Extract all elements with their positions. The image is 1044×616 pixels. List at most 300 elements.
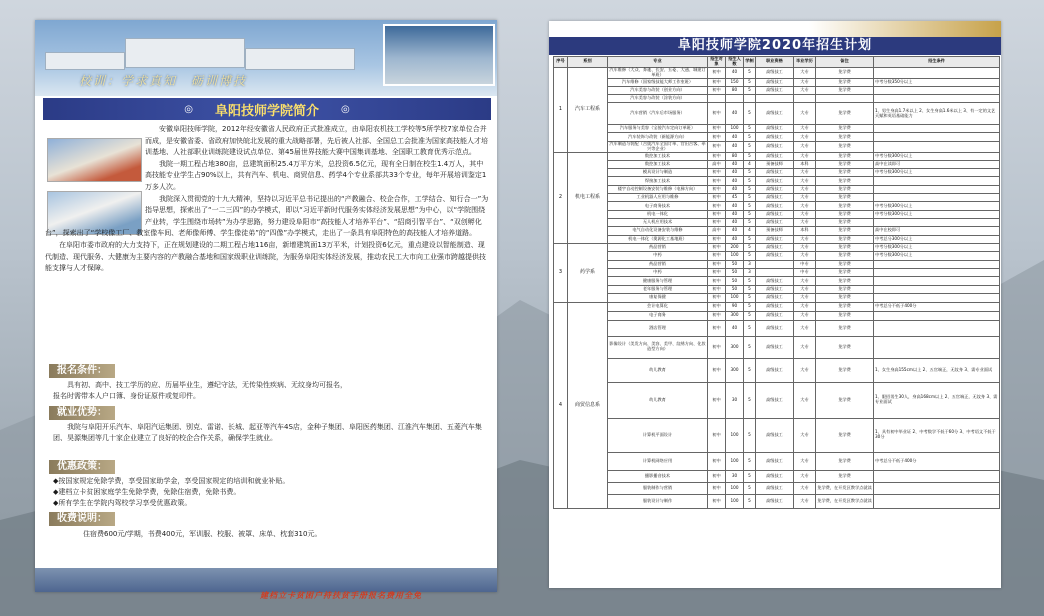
- table-cell: 高级技工: [756, 320, 794, 336]
- table-cell: 高级技工: [756, 494, 794, 508]
- table-cell: 免学费: [816, 177, 874, 185]
- table-cell: 大专: [794, 67, 816, 78]
- table-cell: 模具设计与制造: [608, 169, 708, 177]
- table-cell: [874, 194, 1000, 202]
- table-cell: 免学费: [816, 160, 874, 168]
- table-cell: 5: [744, 311, 756, 320]
- table-cell: 免学费: [816, 320, 874, 336]
- table-cell: 汽车装饰与改装（新能源方向）: [608, 133, 708, 141]
- table-row: [554, 125, 1000, 133]
- table-cell: 免学费: [816, 294, 874, 302]
- table-cell: 中考分数300分以上: [874, 252, 1000, 260]
- intro-paragraph: 安徽阜阳技师学院，2012年经安徽省人民政府正式批准成立，由阜阳农机技工学校等5所学校7家单位合并而成，是安徽省委、省政府加快皖北发展的重大战略部署，先后被人社部、全国总工会批准为国家高技能人才培训基地、人社部职业训练院建设试点单位、第45届世界技能大赛中国集训基地、全国职工教育优秀示范点。: [145, 125, 488, 157]
- table-cell: 50: [726, 277, 744, 285]
- table-cell: 大专: [794, 418, 816, 452]
- table-cell: 免学费: [816, 358, 874, 382]
- table-cell: 大专: [794, 482, 816, 494]
- table-cell: 免学费: [816, 277, 874, 285]
- table-cell: 会计电算化: [608, 302, 708, 311]
- enrollment-plan-panel: [549, 21, 1001, 588]
- table-cell: 免学费: [816, 125, 874, 133]
- table-cell: [874, 311, 1000, 320]
- table-cell: 免学费，在开发区教学点就读: [816, 482, 874, 494]
- table-cell: 免学费: [816, 86, 874, 94]
- table-cell: 初中: [708, 141, 726, 152]
- table-cell: 150: [726, 78, 744, 86]
- section-body: [53, 422, 493, 444]
- table-row: [554, 268, 1000, 276]
- table-cell: 3: [744, 268, 756, 276]
- table-row: [554, 86, 1000, 94]
- table-cell: 初中: [708, 152, 726, 160]
- table-row: [554, 227, 1000, 235]
- table-cell: [874, 218, 1000, 226]
- table-cell: 300: [726, 311, 744, 320]
- school-intro-panel: [35, 20, 497, 600]
- table-cell: 初中: [708, 194, 726, 202]
- table-cell: [874, 320, 1000, 336]
- department-name: 商贸信息系: [568, 302, 608, 508]
- group-number: 4: [554, 302, 568, 508]
- table-cell: 50: [726, 285, 744, 293]
- table-row: [554, 78, 1000, 86]
- table-cell: 计算机平面设计: [608, 418, 708, 452]
- table-cell: [874, 141, 1000, 152]
- table-cell: 免学费: [816, 336, 874, 358]
- table-cell: 初中: [708, 311, 726, 320]
- table-cell: 焊接加工技术: [608, 177, 708, 185]
- table-cell: 5: [744, 86, 756, 94]
- table-cell: 服装制作与营销: [608, 482, 708, 494]
- table-cell: 幼儿教育: [608, 358, 708, 382]
- table-cell: 40: [726, 160, 744, 168]
- table-cell: 免学费: [816, 235, 874, 243]
- table-cell: 汽车美容与改装（涂装方向）: [608, 94, 708, 102]
- table-cell: 电气自动化设备安装与维修: [608, 227, 708, 235]
- table-cell: 40: [726, 227, 744, 235]
- intro-title-bar: [43, 98, 491, 120]
- table-cell: [874, 133, 1000, 141]
- group-number: 2: [554, 152, 568, 243]
- table-cell: 5: [744, 482, 756, 494]
- table-cell: 初中: [708, 320, 726, 336]
- table-cell: 5: [744, 452, 756, 470]
- table-cell: 5: [744, 194, 756, 202]
- section-line: ◆所有学生在学院内驾校学习享受优惠政策。: [53, 499, 192, 507]
- table-cell: 5: [744, 294, 756, 302]
- table-cell: 大专: [794, 86, 816, 94]
- table-cell: 初中: [708, 252, 726, 260]
- table-cell: 大专: [794, 218, 816, 226]
- table-cell: 1、男生身高1.7米以上 2、女生身高1.6米以上 3、有一定的文艺天赋和英语基础能力: [874, 103, 1000, 125]
- table-cell: 大专: [794, 152, 816, 160]
- table-cell: [874, 67, 1000, 78]
- table-cell: 汽车美容与改装（创业方向）: [608, 86, 708, 94]
- table-cell: 初中: [708, 260, 726, 268]
- table-cell: 高级技工: [756, 294, 794, 302]
- table-cell: 初中: [708, 86, 726, 94]
- column-header: 招生人数: [726, 57, 744, 68]
- table-row: [554, 152, 1000, 160]
- table-cell: 5: [744, 252, 756, 260]
- table-cell: 高级技工: [756, 277, 794, 285]
- section-line: 我院与阜阳开乐汽车、阜阳汽运集团、别克、雷诺、长城、起亚等汽车4S店，金种子集团、阜阳医药集团、江淮汽车集团、五菱汽车集团、昊源集团等几十家企业建立了良好的校企合作关系，确保学生就业。: [53, 423, 482, 442]
- table-row: [554, 482, 1000, 494]
- table-cell: 免学费: [816, 141, 874, 152]
- table-cell: 服装设计与制作: [608, 494, 708, 508]
- table-cell: 高级技工: [756, 470, 794, 482]
- table-cell: 中考分数300分以上: [874, 210, 1000, 218]
- header-accent-strip: [809, 21, 1001, 37]
- table-cell: 免学费: [816, 227, 874, 235]
- table-cell: 5: [744, 302, 756, 311]
- table-cell: 高级技工: [756, 285, 794, 293]
- table-cell: 高级技工: [756, 152, 794, 160]
- table-cell: 高级技工: [756, 235, 794, 243]
- table-cell: 中考分数300分以上: [874, 152, 1000, 160]
- table-cell: 中考总分300分以上: [874, 235, 1000, 243]
- table-cell: 5: [744, 177, 756, 185]
- table-cell: 中药: [608, 252, 708, 260]
- table-row: [554, 177, 1000, 185]
- table-cell: 初中: [708, 125, 726, 133]
- table-row: [554, 336, 1000, 358]
- table-cell: 5: [744, 358, 756, 382]
- table-cell: [874, 86, 1000, 94]
- table-cell: 免学费: [816, 243, 874, 251]
- table-cell: 5: [744, 152, 756, 160]
- table-cell: 健康服务与管理: [608, 277, 708, 285]
- table-cell: 高级技工: [756, 252, 794, 260]
- table-cell: 免学费: [816, 152, 874, 160]
- table-cell: 大专: [794, 452, 816, 470]
- school-motto: 校训：学求真知 砺训博技: [79, 74, 248, 88]
- table-cell: 50: [726, 260, 744, 268]
- table-cell: 高级技工: [756, 133, 794, 141]
- table-cell: [874, 185, 1000, 193]
- table-row: [554, 94, 1000, 102]
- table-cell: 初中: [708, 243, 726, 251]
- table-cell: 大专: [794, 285, 816, 293]
- table-cell: 5: [744, 235, 756, 243]
- table-cell: 大专: [794, 470, 816, 482]
- table-cell: 5: [744, 277, 756, 285]
- table-cell: 免学费: [816, 194, 874, 202]
- table-cell: 高级技工: [756, 141, 794, 152]
- table-cell: [756, 260, 794, 268]
- table-cell: 大专: [794, 302, 816, 311]
- table-cell: 初中: [708, 494, 726, 508]
- table-cell: 免学费: [816, 252, 874, 260]
- table-cell: 预备技师: [756, 227, 794, 235]
- table-cell: 高级技工: [756, 243, 794, 251]
- table-cell: 90: [726, 302, 744, 311]
- table-cell: 40: [726, 169, 744, 177]
- table-row: [554, 67, 1000, 78]
- table-cell: 药品营销: [608, 243, 708, 251]
- group-number: 1: [554, 67, 568, 152]
- intro-paragraph: 在阜阳市委市政府的大力支持下，正在规划建设的二期工程占地116亩，新增建筑面13万平米，计划投资6亿元，重点建设以智能制造、现代制造、现代服务、大健康为主要内容的产教融合基地和国家级职业训练院，为服务阜阳实体经济发展，推动农民工大市向工业强市跨越提供技能支撑与人才保障。: [45, 240, 486, 273]
- table-cell: 初中: [708, 418, 726, 452]
- table-cell: 汽车维修（国家级技能大师工作室班）: [608, 78, 708, 86]
- table-cell: [794, 94, 816, 102]
- table-cell: 中考分数300分以上: [874, 169, 1000, 177]
- group-number: 3: [554, 243, 568, 302]
- table-cell: 5: [744, 418, 756, 452]
- table-row: [554, 141, 1000, 152]
- table-row: [554, 243, 1000, 251]
- table-cell: 免学费: [816, 210, 874, 218]
- table-cell: 1、具有初中毕业证 2、中考数学不低于60分 3、中考语文不低于30分: [874, 418, 1000, 452]
- table-cell: 5: [744, 103, 756, 125]
- table-cell: 中考总分不低于400分: [874, 302, 1000, 311]
- table-cell: 免学费: [816, 103, 874, 125]
- column-header: 系别: [568, 57, 608, 68]
- table-cell: [874, 294, 1000, 302]
- table-cell: 高级技工: [756, 103, 794, 125]
- section-line: ◆建档立卡贫困家庭学生免除学费，免除住宿费，免除书费。: [53, 488, 241, 496]
- table-cell: 100: [726, 294, 744, 302]
- table-cell: 大专: [794, 125, 816, 133]
- table-row: [554, 320, 1000, 336]
- table-row: [554, 470, 1000, 482]
- table-cell: 免学费: [816, 260, 874, 268]
- table-cell: 大专: [794, 358, 816, 382]
- table-cell: 大专: [794, 494, 816, 508]
- table-cell: 初中: [708, 235, 726, 243]
- table-cell: [874, 125, 1000, 133]
- table-cell: 高级技工: [756, 311, 794, 320]
- intro-paragraph: 我院一期工程占地380亩，总建筑面积25.4万平方米，总投资6.5亿元，现有全日制在校生1.4万人，其中高技能专业学生占90%以上，共有汽车、机电、商贸信息、药学4个专业系部共33个专业，每年开展培训鉴定1万多人次。: [145, 159, 487, 191]
- table-cell: 高级技工: [756, 67, 794, 78]
- ornament-icon: ◎: [341, 103, 350, 115]
- table-cell: 5: [744, 285, 756, 293]
- table-row: [554, 235, 1000, 243]
- table-cell: 免学费: [816, 285, 874, 293]
- table-cell: 大专: [794, 320, 816, 336]
- department-name: 药学系: [568, 243, 608, 302]
- table-cell: 100: [726, 452, 744, 470]
- table-row: [554, 260, 1000, 268]
- table-cell: 5: [744, 185, 756, 193]
- table-cell: 100: [726, 494, 744, 508]
- table-cell: 高级技工: [756, 218, 794, 226]
- section-body: [53, 529, 493, 540]
- table-cell: 4: [744, 160, 756, 168]
- table-cell: 45: [726, 194, 744, 202]
- department-name: 汽车工程系: [568, 67, 608, 152]
- table-row: [554, 294, 1000, 302]
- table-cell: 汽车营销（汽车后市场服务）: [608, 103, 708, 125]
- table-cell: 高中: [708, 227, 726, 235]
- table-cell: [874, 268, 1000, 276]
- table-cell: 中专: [794, 260, 816, 268]
- table-cell: 免学费: [816, 452, 874, 470]
- table-row: [554, 103, 1000, 125]
- table-cell: 30: [726, 470, 744, 482]
- table-cell: 幼儿教育: [608, 382, 708, 418]
- table-cell: 大专: [794, 252, 816, 260]
- campus-banner: [35, 20, 497, 96]
- table-cell: [756, 268, 794, 276]
- table-cell: [874, 285, 1000, 293]
- table-cell: 影像设计（美发方向、美容、美甲、纹绣方向、化妆造型方向）: [608, 336, 708, 358]
- table-cell: 40: [726, 235, 744, 243]
- table-cell: [874, 177, 1000, 185]
- column-header: 招生条件: [874, 57, 1000, 68]
- table-cell: 1、限招男生30人，身高168cm以上 2、五官端正，无纹身 3、需专业面试: [874, 382, 1000, 418]
- section-line: ◆按国家规定免除学费，享受国家助学金，享受国家规定的培训和就业补贴。: [53, 477, 290, 485]
- table-cell: 大专: [794, 336, 816, 358]
- table-cell: 大专: [794, 294, 816, 302]
- intro-title: 阜阳技师学院简介: [214, 103, 319, 119]
- column-header: 招生对象: [708, 57, 726, 68]
- table-cell: 高级技工: [756, 169, 794, 177]
- table-cell: 初中: [708, 452, 726, 470]
- table-cell: 初中: [708, 285, 726, 293]
- table-cell: 100: [726, 252, 744, 260]
- table-cell: 5: [744, 494, 756, 508]
- table-cell: 3: [744, 260, 756, 268]
- table-cell: 工业机器人应用与维修: [608, 194, 708, 202]
- campus-building-1: [125, 38, 245, 68]
- column-header: 序号: [554, 57, 568, 68]
- table-cell: 康复保健: [608, 294, 708, 302]
- table-cell: 初中: [708, 218, 726, 226]
- table-row: [554, 494, 1000, 508]
- table-cell: 汽车维修（大众、奔驰、长安、五菱、大通、城建订单班）: [609, 66, 706, 77]
- table-cell: 5: [744, 169, 756, 177]
- table-cell: 中考分数300分以上: [874, 202, 1000, 210]
- ornament-icon: ◎: [184, 103, 193, 115]
- section-body: [53, 476, 493, 509]
- table-cell: 初中: [708, 185, 726, 193]
- table-cell: 40: [726, 202, 744, 210]
- table-cell: 免学费: [816, 470, 874, 482]
- table-cell: 免学费: [816, 169, 874, 177]
- table-cell: 初中: [708, 133, 726, 141]
- table-cell: 5: [744, 336, 756, 358]
- table-cell: 40: [726, 67, 744, 78]
- table-cell: 300: [726, 336, 744, 358]
- table-row: [554, 418, 1000, 452]
- table-cell: 高级技工: [756, 418, 794, 452]
- table-row: [554, 218, 1000, 226]
- table-cell: [744, 94, 756, 102]
- table-cell: 高级技工: [756, 358, 794, 382]
- table-cell: 初中: [708, 336, 726, 358]
- table-cell: 免学费: [816, 218, 874, 226]
- section-body: [53, 380, 493, 402]
- table-cell: 30: [726, 382, 744, 418]
- table-cell: 初中: [708, 470, 726, 482]
- table-cell: 中专: [794, 268, 816, 276]
- table-cell: 无人机应用技术: [608, 218, 708, 226]
- table-cell: 高级技工: [756, 194, 794, 202]
- table-cell: 5: [744, 133, 756, 141]
- table-cell: [874, 482, 1000, 494]
- table-cell: 大专: [794, 133, 816, 141]
- column-header: 职业资格: [756, 57, 794, 68]
- table-cell: [756, 94, 794, 102]
- table-row: [554, 210, 1000, 218]
- table-cell: 计算机网络应用: [608, 452, 708, 470]
- table-cell: 数控加工技术: [608, 152, 708, 160]
- column-header: 毕业学历: [794, 57, 816, 68]
- table-cell: 免学费: [816, 67, 874, 78]
- table-cell: 初中: [708, 268, 726, 276]
- table-cell: 100: [726, 418, 744, 452]
- table-cell: 40: [726, 210, 744, 218]
- table-cell: 高中在校即可: [874, 227, 1000, 235]
- table-cell: 高级技工: [756, 177, 794, 185]
- table-cell: [708, 94, 726, 102]
- table-cell: 50: [726, 268, 744, 276]
- table-cell: 5: [744, 382, 756, 418]
- table-cell: 80: [726, 152, 744, 160]
- section-heading: 报名条件：: [49, 364, 115, 378]
- table-cell: [874, 494, 1000, 508]
- table-cell: 电子商务技术: [608, 202, 708, 210]
- table-cell: 高级技工: [756, 86, 794, 94]
- table-cell: 初中: [708, 358, 726, 382]
- table-cell: [874, 336, 1000, 358]
- section-line: 报名时需带本人户口簿、身份证原件或复印件。: [53, 392, 200, 400]
- table-cell: 初中: [708, 103, 726, 125]
- department-name: 机电工程系: [568, 152, 608, 243]
- table-cell: 高级技工: [756, 452, 794, 470]
- intro-paragraph: 我院深入贯彻党的十九大精神，坚持以习近平总书记提出的“产教融合、校企合作，工学结合、知行合一”为指导思想，探索出了“一二三四”的办学模式，即以“习近平新时代服务实体经济发展思想”为中心，以“学院围绕产业转，学生围绕市场转”为办学思路，努力建设阜阳市“高技能人才培养平台”、“招商引智平台”、“双创孵化台”，探索出了“学校像工厂、教室像车间、老师像师傅、学生像徒弟”的“四像”办学模式，走出了一条具有阜阳特色的高技能人才培养道路。: [45, 194, 489, 238]
- table-header-row: [554, 57, 1000, 68]
- table-row: [554, 133, 1000, 141]
- table-cell: 5: [744, 210, 756, 218]
- table-cell: 楼宇自动控制设备安装与维修（电梯方向）: [608, 185, 708, 193]
- table-cell: 40: [726, 133, 744, 141]
- table-cell: 5: [744, 243, 756, 251]
- table-cell: 汽车制造与装配（吉奥汽车全国订单、官田吉客、牵兴等企业）: [609, 140, 706, 151]
- column-header: 学制: [744, 57, 756, 68]
- table-cell: 5: [744, 78, 756, 86]
- table-cell: 初中: [708, 302, 726, 311]
- table-cell: 300: [726, 358, 744, 382]
- table-row: [554, 169, 1000, 177]
- table-cell: 机电一体化: [608, 210, 708, 218]
- table-cell: 初中: [708, 210, 726, 218]
- table-cell: 免学费: [816, 302, 874, 311]
- table-cell: 电子商务: [608, 311, 708, 320]
- table-cell: 大专: [794, 235, 816, 243]
- table-cell: 1、女生身高155cm以上 2、五官端正，无纹身 3、需专业面试: [874, 358, 1000, 382]
- table-cell: 本科: [794, 160, 816, 168]
- table-row: [554, 452, 1000, 470]
- table-cell: 免学费: [816, 185, 874, 193]
- table-cell: 200: [726, 243, 744, 251]
- table-cell: 中考分数350分以上: [874, 78, 1000, 86]
- table-cell: 免学费: [816, 311, 874, 320]
- section-heading: 收费说明：: [49, 512, 115, 526]
- table-cell: 40: [726, 218, 744, 226]
- table-cell: 初中: [708, 78, 726, 86]
- table-cell: 5: [744, 218, 756, 226]
- table-cell: 高级技工: [756, 125, 794, 133]
- table-cell: 数控加工技术: [608, 160, 708, 168]
- campus-building-3: [45, 52, 125, 70]
- table-cell: 老年服务与管理: [608, 285, 708, 293]
- table-row: [554, 285, 1000, 293]
- table-cell: 预备技师: [756, 160, 794, 168]
- table-row: [554, 194, 1000, 202]
- table-cell: 免学费: [816, 418, 874, 452]
